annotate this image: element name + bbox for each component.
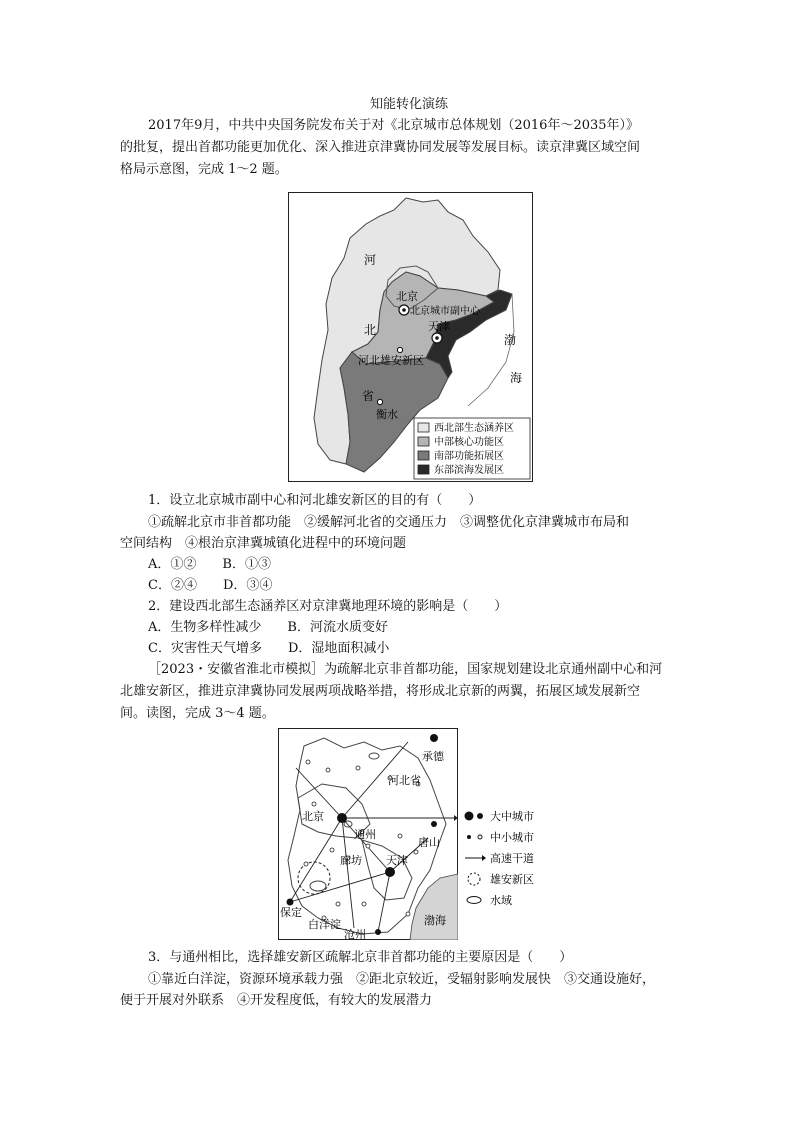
legend-big-city-icon bbox=[477, 813, 483, 819]
legend-xiongan-icon bbox=[468, 873, 480, 885]
legend-label: 高速干道 bbox=[490, 852, 534, 865]
label-hebeisheng: 河北省 bbox=[388, 774, 421, 787]
label-langfang: 廊坊 bbox=[340, 854, 362, 867]
label-subcenter: 北京城市副中心 bbox=[410, 306, 480, 317]
city-tianjin bbox=[385, 867, 395, 877]
map1-legend bbox=[414, 418, 530, 479]
label-cangzhou: 沧州 bbox=[344, 928, 366, 940]
legend-label: 中小城市 bbox=[490, 831, 534, 844]
legend-swatch-coast bbox=[418, 465, 429, 474]
question-1-choices: A．①② B．①③ bbox=[148, 557, 271, 572]
tianjin-dot bbox=[435, 336, 439, 340]
legend-label: 南部功能拓展区 bbox=[434, 451, 504, 462]
intro2-line: 间。读图，完成 3～4 题。 bbox=[120, 706, 275, 721]
map2-legend bbox=[462, 808, 572, 910]
question-1-options: ①疏解北京市非首都功能 ②缓解河北省的交通压力 ③调整优化京津冀城市布局和 bbox=[148, 515, 630, 530]
label-chengde: 承德 bbox=[422, 750, 444, 763]
question-1-options: 空间结构 ④根治京津冀城镇化进程中的环境问题 bbox=[120, 536, 407, 551]
label-bei: 北 bbox=[364, 323, 377, 337]
label-baoding: 保定 bbox=[280, 906, 302, 919]
legend-label: 雄安新区 bbox=[490, 873, 534, 886]
city-chengde bbox=[430, 734, 438, 742]
label-hengshui: 衡水 bbox=[376, 408, 398, 421]
label-tangshan: 唐山 bbox=[418, 836, 440, 849]
legend-label: 东部滨海发展区 bbox=[434, 465, 504, 476]
question-1-stem: 1．设立北京城市副中心和河北雄安新区的目的有（ ） bbox=[148, 493, 482, 508]
legend-swatch-eco bbox=[418, 423, 429, 432]
legend-swatch-south bbox=[418, 451, 429, 460]
city-tangshan bbox=[431, 821, 437, 827]
intro-line: 2017年9月，中共中央国务院发布关于对《北京城市总体规划（2016年～2035年）》 bbox=[148, 118, 640, 133]
legend-big-city-icon bbox=[465, 812, 474, 821]
label-bo: 渤 bbox=[504, 333, 517, 347]
label-sheng: 省 bbox=[362, 389, 375, 403]
label-bohai: 渤海 bbox=[424, 914, 446, 927]
question-2-choices: A．生物多样性减少 B．河流水质变好 bbox=[148, 620, 388, 635]
label-he: 河 bbox=[364, 253, 377, 267]
label-hai: 海 bbox=[510, 371, 523, 385]
jingjinji-spatial-map bbox=[288, 192, 533, 482]
beijing-dot bbox=[402, 308, 406, 312]
legend-label: 大中城市 bbox=[490, 810, 534, 823]
beijing-region-map bbox=[278, 728, 458, 940]
question-3-options: 便于开展对外联系 ④开发程度低，有较大的发展潜力 bbox=[120, 993, 433, 1008]
legend-arrow-icon bbox=[482, 855, 486, 861]
hengshui-dot bbox=[377, 399, 382, 404]
label-beijing: 北京 bbox=[396, 290, 418, 303]
water-body bbox=[369, 753, 379, 759]
legend-label: 中部核心功能区 bbox=[434, 437, 504, 448]
label-xiongan: 河北雄安新区 bbox=[358, 354, 424, 367]
legend-label: 西北部生态涵养区 bbox=[434, 423, 514, 434]
question-1-choices: C．②④ D．③④ bbox=[148, 578, 273, 593]
question-2-stem: 2．建设西北部生态涵养区对京津冀地理环境的影响是（ ） bbox=[148, 599, 508, 614]
city-cangzhou bbox=[375, 929, 381, 935]
city-beijing bbox=[337, 813, 347, 823]
intro-line: 格局示意图，完成 1～2 题。 bbox=[120, 162, 288, 177]
label-baiyangdian: 白洋淀 bbox=[308, 918, 341, 931]
legend-swatch-core bbox=[418, 437, 429, 446]
city-baoding bbox=[287, 899, 294, 906]
legend-water-icon bbox=[467, 897, 481, 904]
intro-line: 的批复，提出首都功能更加优化、深入推进京津冀协同发展等发展目标。读京津冀区域空间 bbox=[120, 140, 641, 155]
question-2-choices: C．灾害性天气增多 D．湿地面积减小 bbox=[148, 641, 390, 656]
question-3-options: ①靠近白洋淀，资源环境承载力强 ②距北京较近，受辐射影响发展快 ③交通设施好， bbox=[148, 972, 656, 987]
label-tongzhou: 通州 bbox=[354, 828, 376, 841]
legend-small-city-icon bbox=[478, 835, 482, 839]
label-tianjin: 天津 bbox=[428, 320, 450, 333]
xiongan-dot bbox=[397, 347, 402, 352]
intro2-line: 北雄安新区，推进京津冀协同发展两项战略举措，将形成北京新的两翼，拓展区域发展新空 bbox=[120, 684, 641, 699]
legend-label: 水域 bbox=[490, 894, 512, 907]
question-3-stem: 3．与通州相比，选择雄安新区疏解北京非首都功能的主要原因是（ ） bbox=[148, 950, 573, 965]
baiyangdian-water bbox=[310, 881, 326, 891]
intro2-line: ［2023・安徽省淮北市模拟］为疏解北京非首都功能，国家规划建设北京通州副中心和河 bbox=[148, 662, 663, 677]
page-title: 知能转化演练 bbox=[370, 97, 449, 112]
label-tianjin: 天津 bbox=[386, 854, 408, 867]
label-beijing: 北京 bbox=[302, 810, 324, 823]
legend-small-city-icon bbox=[467, 835, 471, 839]
